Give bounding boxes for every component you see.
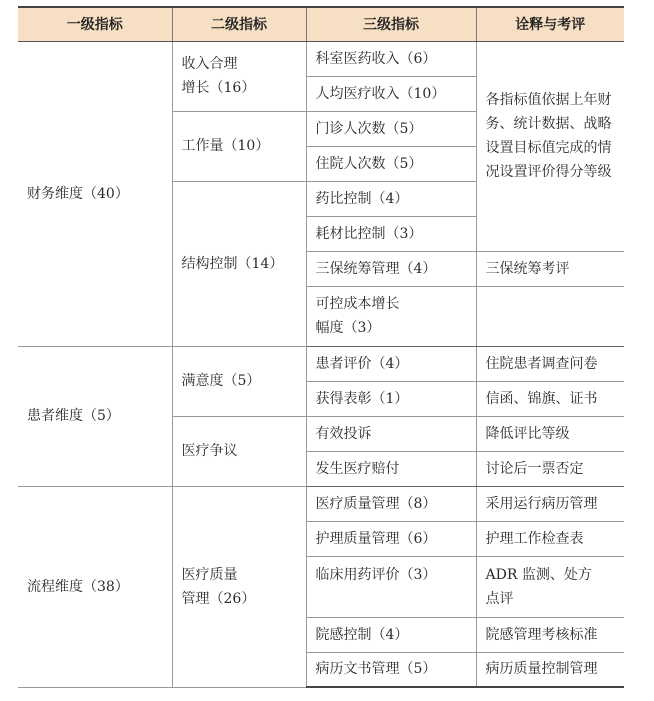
indicator-table-container bbox=[18, 6, 624, 688]
level3-clinical-drug: 临床用药评价（3） bbox=[306, 556, 476, 617]
header-notes: 诠释与考评 bbox=[476, 7, 624, 41]
level2-quality: 医疗质量 管理（26） bbox=[172, 486, 306, 687]
note-inpatient-survey: 住院患者调查问卷 bbox=[476, 346, 624, 381]
level1-finance: 财务维度（40） bbox=[18, 41, 172, 346]
note-finance-main: 各指标值依据上年财务、统计数据、战略设置目标值完成的情况设置评价得分等级 bbox=[476, 41, 624, 251]
note-insurance: 三保统筹考评 bbox=[476, 251, 624, 286]
header-level3: 三级指标 bbox=[306, 7, 476, 41]
level2-dispute: 医疗争议 bbox=[172, 416, 306, 486]
note-infection-std: 院感管理考核标准 bbox=[476, 617, 624, 652]
note-veto: 讨论后一票否定 bbox=[476, 451, 624, 486]
level3-outpatient-visits: 门诊人次数（5） bbox=[306, 111, 476, 146]
level3-dept-drug-income: 科室医药收入（6） bbox=[306, 41, 476, 76]
note-downgrade: 降低评比等级 bbox=[476, 416, 624, 451]
level3-commendation: 获得表彰（1） bbox=[306, 381, 476, 416]
level3-nursing-quality: 护理质量管理（6） bbox=[306, 521, 476, 556]
level3-medical-quality: 医疗质量管理（8） bbox=[306, 486, 476, 521]
level1-process: 流程维度（38） bbox=[18, 486, 172, 687]
table-row bbox=[18, 41, 624, 76]
level3-drug-ratio: 药比控制（4） bbox=[306, 181, 476, 216]
header-level1: 一级指标 bbox=[18, 7, 172, 41]
level3-compensation: 发生医疗赔付 bbox=[306, 451, 476, 486]
level3-per-capita-income: 人均医疗收入（10） bbox=[306, 76, 476, 111]
note-letters: 信函、锦旗、证书 bbox=[476, 381, 624, 416]
header-level2: 二级指标 bbox=[172, 7, 306, 41]
note-empty bbox=[476, 286, 624, 346]
note-running-records: 采用运行病历管理 bbox=[476, 486, 624, 521]
level2-satisfaction: 满意度（5） bbox=[172, 346, 306, 416]
level3-consumable-ratio: 耗材比控制（3） bbox=[306, 216, 476, 251]
level3-patient-eval: 患者评价（4） bbox=[306, 346, 476, 381]
note-nursing-check: 护理工作检查表 bbox=[476, 521, 624, 556]
table-header-row bbox=[18, 7, 624, 41]
table-row bbox=[18, 486, 624, 521]
note-record-quality: 病历质量控制管理 bbox=[476, 652, 624, 687]
level3-controllable-cost: 可控成本增长 幅度（3） bbox=[306, 286, 476, 346]
level2-structure: 结构控制（14） bbox=[172, 181, 306, 346]
level1-patient: 患者维度（5） bbox=[18, 346, 172, 486]
note-adr: ADR 监测、处方 点评 bbox=[476, 556, 624, 617]
level2-workload: 工作量（10） bbox=[172, 111, 306, 181]
level3-inpatient-visits: 住院人次数（5） bbox=[306, 146, 476, 181]
level2-income: 收入合理 增长（16） bbox=[172, 41, 306, 111]
table-row bbox=[18, 346, 624, 381]
indicator-table bbox=[18, 6, 624, 688]
level3-insurance-mgmt: 三保统筹管理（4） bbox=[306, 251, 476, 286]
level3-infection-control: 院感控制（4） bbox=[306, 617, 476, 652]
level3-valid-complaint: 有效投诉 bbox=[306, 416, 476, 451]
level3-record-mgmt: 病历文书管理（5） bbox=[306, 652, 476, 687]
